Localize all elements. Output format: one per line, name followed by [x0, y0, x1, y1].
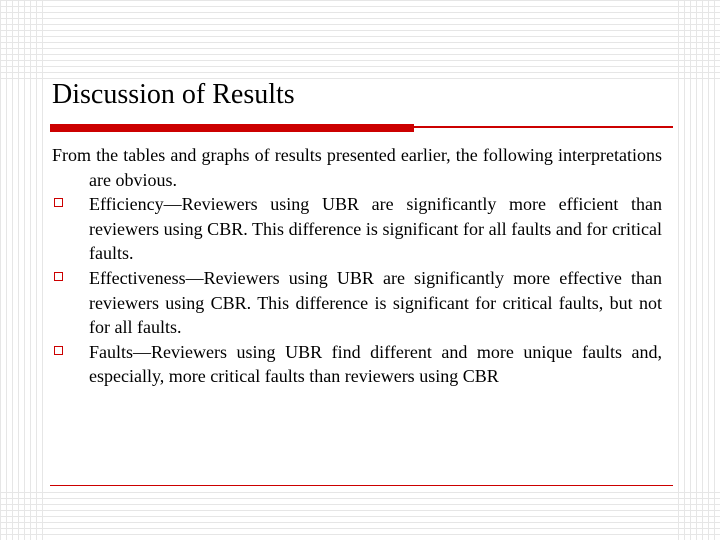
slide-title: Discussion of Results: [52, 79, 295, 110]
bullet-text: Faults—Reviewers using UBR find different and more unique faults and, especially, more critical faults than reviewers using CBR: [89, 341, 662, 387]
hollow-square-bullet-icon: [54, 198, 63, 207]
footer-divider-line: [50, 485, 673, 486]
intro-paragraph: From the tables and graphs of results presented earlier, the following interpretations are obvious.: [52, 145, 662, 190]
bullet-item-efficiency: [52, 192, 662, 266]
bullet-item-effectiveness: [52, 266, 662, 340]
title-divider-line: [414, 126, 673, 128]
bullet-item-faults: [52, 340, 662, 389]
slide-body: [52, 143, 662, 389]
hollow-square-bullet-icon: [54, 346, 63, 355]
bullet-text: Effectiveness—Reviewers using UBR are significantly more effective than reviewers using CBR. This difference is significant for critical faults, but not for all faults.: [89, 267, 662, 338]
hollow-square-bullet-icon: [54, 272, 63, 281]
bullet-text: Efficiency—Reviewers using UBR are significantly more efficient than reviewers using CBR. This difference is significant for all faults and for critical faults.: [89, 194, 662, 264]
title-accent-bar: [50, 124, 414, 132]
